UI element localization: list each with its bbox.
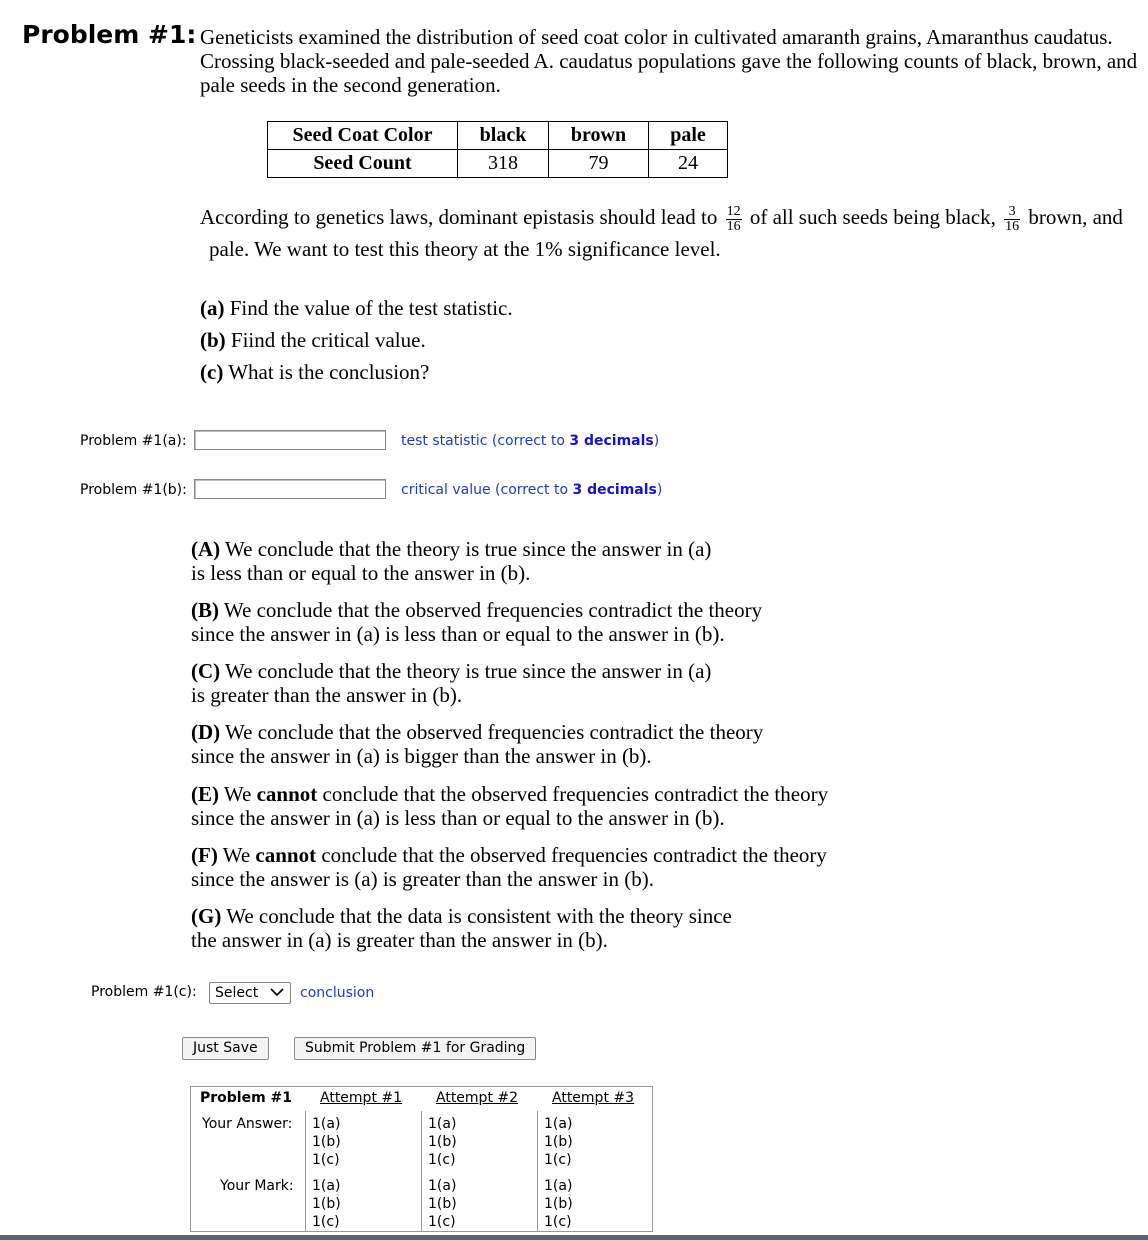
attempt-1-marks: 1(a) 1(b) 1(c) [312,1178,341,1230]
theory-text: brown, and [1028,205,1123,229]
theory-text: pale. We want to test this theory at the 1% significance level. [209,237,721,261]
theory-text: of all such seeds being black, [749,205,996,229]
chevron-down-icon [270,986,284,1000]
part-c: (c) What is the conclusion? [200,360,430,384]
bottom-bar [0,1235,1148,1240]
attempt-3-answers: 1(a) 1(b) 1(c) [544,1116,573,1168]
table-row-label: Seed Coat Color [268,122,458,150]
attempt-3-link[interactable]: Attempt #3 [552,1090,635,1106]
attempt-1-link[interactable]: Attempt #1 [320,1090,403,1106]
option-f: (F) We cannot conclude that the observed frequencies contradict the theory since the answer is (a) is greater than the answer in (b). [191,843,827,891]
critical-value-input[interactable] [194,479,386,499]
just-save-button[interactable]: Just Save [182,1037,269,1060]
problem-intro [200,25,1148,97]
theory-statement [200,200,1148,264]
table-header-cell: brown [549,122,649,150]
answer-b-label: Problem #1(b): [80,482,187,498]
table-cell: 318 [458,150,549,178]
problem-parts [200,292,513,388]
test-statistic-input[interactable] [194,430,386,450]
attempt-2-marks: 1(a) 1(b) 1(c) [428,1178,457,1230]
select-value: Select [215,985,259,1001]
attempts-header: Problem #1 [200,1090,293,1106]
table-header-cell: pale [649,122,728,150]
attempts-table [190,1086,653,1232]
answer-a-label: Problem #1(a): [80,433,187,449]
attempt-2-link[interactable]: Attempt #2 [436,1090,519,1106]
option-g: (G) We conclude that the data is consistent with the theory since the answer in (a) is greater than the answer in (b). [191,904,732,952]
attempt-1-answers: 1(a) 1(b) 1(c) [312,1116,341,1168]
problem-title: Problem #1: [22,20,197,49]
table-row-label: Seed Count [268,150,458,178]
table-cell: 24 [649,150,728,178]
intro-line-1: Geneticists examined the distribution of seed coat color in cultivated amaranth grains, Amaranthus caudatus. [200,25,1113,49]
table-cell: 79 [549,150,649,178]
answer-c-label: Problem #1(c): [91,984,197,1000]
answer-a-hint: test statistic (correct to 3 decimals) [401,433,660,449]
your-mark-label: Your Mark: [220,1178,294,1194]
theory-text: According to genetics laws, dominant epistasis should lead to [200,205,718,229]
answer-b-hint: critical value (correct to 3 decimals) [401,482,663,498]
your-answer-label: Your Answer: [202,1116,293,1132]
part-a: (a) Find the value of the test statistic. [200,296,513,320]
conclusion-select[interactable] [209,982,291,1004]
option-e: (E) We cannot conclude that the observed frequencies contradict the theory since the answer in (a) is less than or equal to the answer in (b). [191,782,829,830]
intro-line-3: pale seeds in the second generation. [200,73,501,97]
fraction: $\frac{3}{16}$ [1005,203,1020,234]
fraction: $\frac{12}{16}$ [726,203,741,234]
table-header-cell: black [458,122,549,150]
part-b: (b) Fiind the critical value. [200,328,426,352]
option-b: (B) We conclude that the observed frequencies contradict the theory since the answer in (a) is less than or equal to the answer in (b). [191,598,763,646]
seed-count-table [267,121,728,178]
option-c: (C) We conclude that the theory is true since the answer in (a) is greater than the answer in (b). [191,659,712,707]
intro-line-2: Crossing black-seeded and pale-seeded A. caudatus populations gave the following counts of black, brown, and [200,49,1138,73]
attempt-3-marks: 1(a) 1(b) 1(c) [544,1178,573,1230]
option-a: (A) We conclude that the theory is true since the answer in (a) is less than or equal to the answer in (b). [191,537,712,585]
attempt-2-answers: 1(a) 1(b) 1(c) [428,1116,457,1168]
submit-button[interactable]: Submit Problem #1 for Grading [294,1037,536,1060]
conclusion-hint: conclusion [300,985,375,1001]
option-d: (D) We conclude that the observed frequencies contradict the theory since the answer in (a) is bigger than the answer in (b). [191,720,764,768]
